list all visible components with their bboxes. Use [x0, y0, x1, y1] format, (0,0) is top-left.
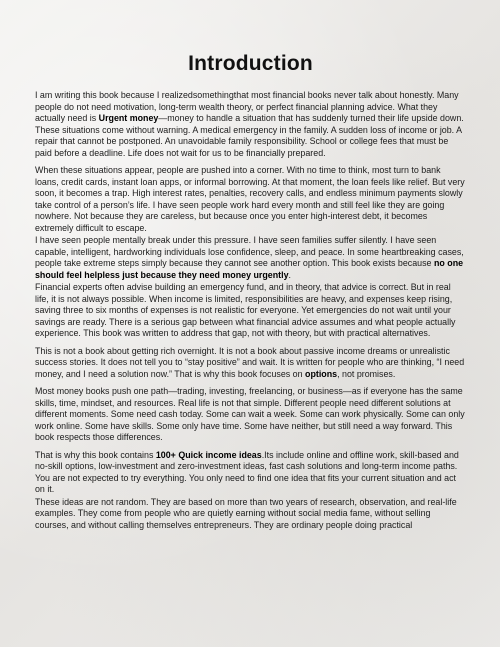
text-run: I have seen people mentally break under this pressure. I have seen families suffer silently. I have seen capable, intelligent, hardworking individuals lose confidence, sleep, and peace. In some heartbreaking cases, people take extreme steps simply because they cannot see another option. This book exists because — [35, 235, 464, 268]
bold-text: no one should feel helpless just because they need money urgently — [35, 258, 464, 280]
paragraph-4 — [35, 282, 466, 340]
text-run: These ideas are not random. They are based on more than two years of research, observation, and real-life examples. They come from people who are quietly earning without social media fame, without selling courses, and without calling themselves entrepreneurs. They are ordinary people doing practical — [35, 496, 457, 530]
text-run: This is not a book about getting rich overnight. It is not a book about passive income dreams or unrealistic success stories. It does not tell you to “stay positive” and wait. It is written for people who are thinking, “I need money, and I need a solution now.” That is why this book focuses on — [35, 345, 465, 379]
paragraph-7 — [35, 450, 466, 496]
text-run: . — [288, 269, 291, 280]
paragraph-2 — [35, 165, 466, 234]
text-run: , not promises. — [337, 368, 396, 379]
paragraph-5 — [35, 346, 466, 381]
text-run: That is why this book contains — [35, 449, 156, 460]
text-run: Most money books push one path—trading, investing, freelancing, or business—as if everyone has the same skills, time, mindset, and resources. Real life is not that simple. Different people need different solutions at different moments. Some need cash today. Some can wait a week. Some can work physically. Some can only work online. Some have skills. Some only have time. Some have neither, but still need a way forward. This book respects those differences. — [35, 386, 465, 442]
text-run: .Its include online and offline work, skill-based and no-skill options, low-investment and zero-investment ideas, fast cash solutions and long-term income paths. You are not expected to try everything. You only need to find one idea that fits your current situation and act on it. — [35, 449, 459, 494]
paragraph-3 — [35, 235, 466, 281]
paragraph-8 — [35, 497, 466, 532]
bold-text: 100+ Quick income ideas — [155, 449, 262, 460]
page-title: Introduction — [188, 52, 313, 75]
text-run: Financial experts often advise building an emergency fund, and in theory, that advice is correct. But in real life, it is not always possible. When income is limited, responsibilities are heavy, and expenses keep rising, saving three to six months of expenses is not realistic for everyone. Yet emergencies do not wait until your savings are ready. There is a serious gap between what financial advice assumes and what people actually experience. This book was written to address that gap, not with theory, but with practical alternatives. — [35, 282, 456, 338]
paragraph-1 — [35, 90, 466, 159]
paragraph-6 — [35, 386, 466, 444]
bold-text: options — [305, 368, 338, 379]
text-run: When these situations appear, people are pushed into a corner. With no time to think, most turn to bank loans, credit cards, instant loan apps, or informal borrowing. At that moment, the loan feels like relief. But very soon, it becomes a trap. High interest rates, penalties, recovery calls, and endless minimum payments slowly take control of a person’s life. I have seen people work hard every month and still feel like they are going nowhere. Not because they are careless, but because once you enter high-interest debt, it becomes extremely difficult to escape. — [35, 165, 465, 233]
text-run: I am writing this book because I realizedsomethingthat most financial books never talk about honestly. Many people do not need motivation, long-term wealth theory, or perfect financial planning advice. What they actually need is — [35, 90, 459, 123]
text-run: —money to handle a situation that has suddenly turned their life upside down. These situations come without warning. A medical emergency in the family. A sudden loss of income or job. A repair that cannot be postponed. An unavoidable family responsibility. School or college fees that must be paid before a deadline. Life does not wait for us to be financially prepared. — [35, 113, 464, 158]
bold-text: Urgent money — [98, 113, 159, 123]
